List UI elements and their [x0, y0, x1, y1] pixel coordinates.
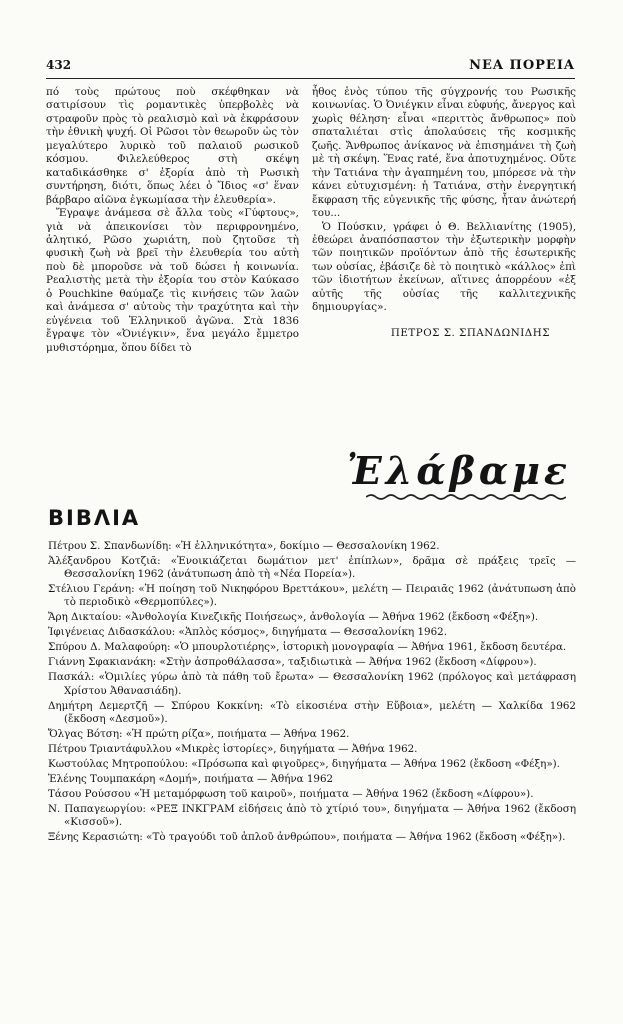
book-entry: Ὄλγας Βότση: «Ἡ πρώτη ρίζα», ποιήματα — Ἀθήνα 1962. [48, 727, 350, 740]
book-entry: Στέλιου Γεράνη: «Ἡ ποίηση τοῦ Νικηφόρου Βρεττάκου», μελέτη — Πειραιᾶς 1962 (ἀνάτυπωση ἀπὸ τὸ περιοδικὸ «Θερμοπύλες»). [48, 583, 576, 609]
article-column-right [312, 86, 576, 340]
book-entry: Πασκάλ: «Ὁμιλίες γύρω ἀπὸ τὰ πάθη τοῦ ἔρωτα» — Θεσσαλονίκη 1962 (πρόλογος καὶ μετάφραση Χρίστου Ἀθανασιάδη). [48, 671, 576, 697]
book-entry: Γιάννη Σφακιανάκη: «Στὴν ἀσπροθάλασσα», ταξιδιωτικὰ — Ἀθήνα 1962 (ἔκδοση «Δίφρου»). [48, 656, 537, 669]
book-entry: Ἰφιγένειας Διδασκάλου: «Ἁπλὸς κόσμος», διηγήματα — Θεσσαλονίκη 1962. [48, 626, 447, 639]
article-paragraph: Ὁ Πούσκιν, γράφει ὁ Θ. Βελλιανίτης (1905), ἐθεώρει ἀναπόσπαστον τὴν ἐξωτερικὴν μορφὴν τῶν ποιητικῶν προϊόντων ἀπὸ τῆς ἐσωτερικῆς των οὐσίας, ἐβάσιζε δὲ τὸ ποιητικὸ «κάλλος» ἐπὶ τῶν ἰδιοτήτων ἐκείνων, αἵτινες ἀπορρέουν «ἐξ αὐτῆς τῆς οὐσίας τῆς καλλιτεχνικῆς δημιουργίας». [312, 220, 576, 314]
journal-title: ΝΕΑ ΠΟΡΕΙΑ [469, 58, 575, 73]
page-header [46, 58, 575, 78]
book-entry: Ἀλέξανδρου Κοτζιᾶ: «Ἐνοικιάζεται δωμάτιον μετ' ἐπίπλων», δρᾶμα σὲ πράξεις τρεῖς — Θεσσαλονίκη 1962 (ἀνάτυπωση ἀπὸ τὴ «Νέα Πορεία»). [48, 555, 576, 581]
books-list [48, 540, 576, 846]
book-entry: Τάσου Ρούσσου «Ἡ μεταμόρφωση τοῦ καιροῦ», ποιήματα — Ἀθήνα 1962 (ἔκδοση «Δίφρου»). [48, 787, 534, 800]
author-signature: ΠΕΤΡΟΣ Σ. ΣΠΑΝΔΩΝΙΔΗΣ [390, 326, 550, 339]
book-entry: Ξένης Κερασιώτη: «Τὸ τραγούδι τοῦ ἁπλοῦ ἀνθρώπου», ποιήματα — Ἀθήνα 1962 (ἔκδοση «Φέξη»). [48, 831, 566, 844]
article-paragraph: Ἔγραψε ἀνάμεσα σὲ ἄλλα τοὺς «Γύφτους», γιὰ νὰ ἀπεικονίσει τὸν περιφρονημένο, ἀλητικό, Ρῶσο χωριάτη, ποὺ ζητοῦσε τὴ φυσικὴ ζωὴ νὰ βρεῖ τὴν ἐλευθερία του αὐτὴ ποὺ δὲ μποροῦσε νὰ τοῦ δώσει ἡ κοινωνία. Ρεαλιστὴς μετὰ τὴν ἐξορία του στὸν Καύκασο ὁ Pouchkine θαύμαζε τὶς κινήσεις τῶν λαῶν καὶ ἀνάμεσα σ' αὐτοὺς τὴν τραχύτητα καὶ τὴν εὐγένεια τοῦ Ἑλληνικοῦ ἀγῶνα. Στὰ 1836 ἔγραψε τὸν «Ὀνιέγκιν», ἕνα μεγάλο ἔμμετρο μυθιστόρημα, ὅπου δίδει τὸ [46, 207, 299, 354]
article-column-left [46, 86, 299, 355]
book-entry: Σπύρου Δ. Μαλαφούρη: «Ὁ μπουρλοτιέρης», ἱστορικὴ μονογραφία — Ἀθήνα 1961, ἔκδοση δευτέρα. [48, 641, 567, 654]
book-entry: Ἄρη Δικταίου: «Ἀνθολογία Κινεζικῆς Ποιήσεως», ἀνθολογία — Ἀθήνα 1962 (ἔκδοση «Φέξη»). [48, 611, 539, 624]
books-heading: ΒΙΒΛΙΑ [48, 506, 141, 530]
article-paragraph: πό τοὺς πρώτους ποὺ σκέφθηκαν νὰ σατιρίσουν τὶς ρομαντικὲς ὑπερβολὲς νὰ στραφοῦν πρὸς τὸ ρεαλισμὸ καὶ νὰ ἐκφράσουν τὴν ἐθνικὴ ψυχή. Οἱ Ρῶσοι τὸν θεωροῦν ὡς τὸν μεγαλύτερο λυρικὸ τοῦ παλαιοῦ ρωσικοῦ κόσμου. Φιλελεύθερος στὴ σκέψη καταδικάσθηκε σ' ἐξορία ἀπὸ τὴ Ρωσικὴ συντήρηση, διότι, ὅπως λέει ὁ Ἴδιος «σ' ἕναν βάρβαρο αἰῶνα ἐγκωμίασα τὴν ἐλευθερία». [46, 86, 299, 206]
article-paragraph: ἦθος ἑνὸς τύπου τῆς σύγχρονής του Ρωσικῆς κοινωνίας. Ὁ Ὀνιέγκιν εἶναι εὐφυής, ἄνεργος καὶ χωρὶς θέληση· εἶναι «περιττὸς ἄνθρωπος» ποὺ σπαταλιέται στὶς ἀπολαύσεις τῆς κοσμικῆς ζωῆς. Ἄνθρωπος ἀνίκανος νὰ ἐπισημάνει τὴ ζωὴ μὲ τὴ σκέψη. Ἕνας raté, ἕνα ἀποτυχημένος. Οὔτε τὴν Τατιάνα τὴν ἀγαπημένη του, μπόρεσε νὰ τὴν κάνει εὐτυχισμένη: ἡ Τατιάνα, στὴν ἐνεργητική ἔκφραση τῆς εὐγενικῆς τῆς φύσης, ἦταν ἀνώτερή του... [312, 86, 576, 220]
decorative-wavy-rule [366, 492, 566, 502]
book-entry: Δημήτρη Δεμερτζῆ — Σπύρου Κοκκίνη: «Τὸ εἰκοσιένα στὴν Εὔβοια», μελέτη — Χαλκίδα 1962 (ἔκδοση «Δεσμοῦ»). [48, 699, 576, 725]
book-entry: Ν. Παπαγεωργίου: «ΡΕΞ ΙΝΚΓΡΑΜ εἰδήσεις ἀπὸ τὸ χτίριό του», διηγήματα — Ἀθήνα 1962 (ἔκδοση «Κισσοῦ»). [48, 802, 576, 829]
book-entry: Ἑλένης Τουμπακάρη «Δομή», ποιήματα — Ἀθήνα 1962 [48, 772, 334, 785]
section-title: Ἐλάβαμε [346, 448, 571, 493]
book-entry: Πέτρου Σ. Σπανδωνίδη: «Ἡ ἑλληνικότητα», δοκίμιο — Θεσσαλονίκη 1962. [48, 540, 440, 552]
header-rule [46, 78, 575, 79]
book-entry: Πέτρου Τριαντάφυλλου «Μικρὲς ἱστορίες», διηγήματα — Ἀθήνα 1962. [48, 742, 418, 755]
book-entry: Κωστούλας Μητροπούλου: «Πρόσωπα καὶ φιγοῦρες», διηγήματα — Ἀθήνα 1962 (ἔκδοση «Φέξη»). [48, 757, 560, 770]
page-number: 432 [46, 58, 72, 72]
